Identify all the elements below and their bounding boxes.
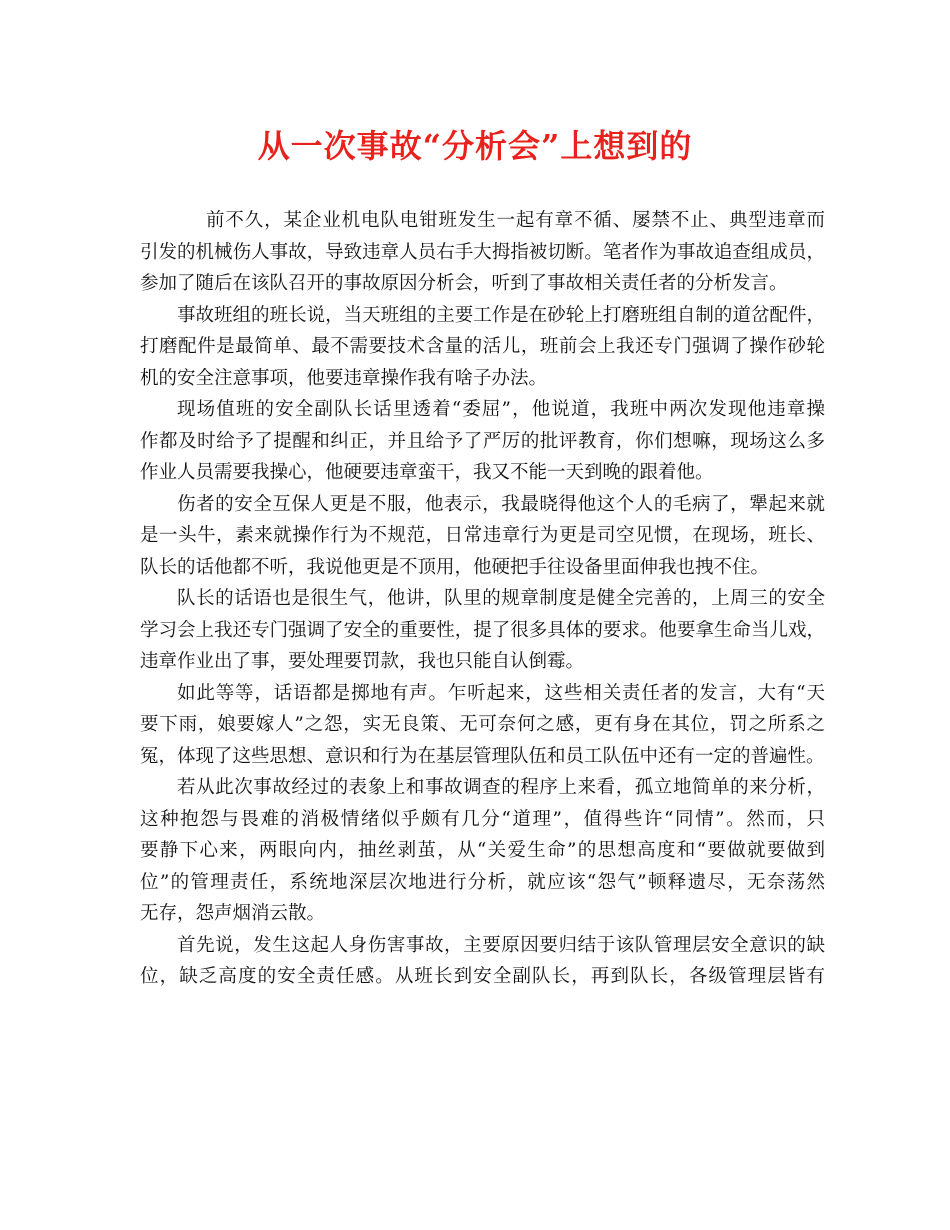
paragraph-line: 无存，怨声烟消云散。 <box>140 903 326 924</box>
paragraph-line: 队长的话他都不听，我说他更是不顶用，他硬把手往设备里面伸我也拽不住。 <box>140 556 770 578</box>
paragraph <box>140 489 825 584</box>
paragraph <box>140 772 825 930</box>
paragraph-line: 如此等等，话语都是掷地有声。乍听起来，这些相关责任者的发言，大有“天 <box>177 682 825 704</box>
paragraph <box>140 394 825 489</box>
paragraph-line: 打磨配件是最简单、最不需要技术含量的活儿，班前会上我还专门强调了操作砂轮 <box>140 336 825 357</box>
paragraph <box>140 300 825 395</box>
paragraph-line: 这种抱怨与畏难的消极情绪似乎颇有几分“道理”，值得些许“同情”。然而，只 <box>140 808 825 830</box>
document-body <box>140 205 825 993</box>
paragraph <box>140 930 825 993</box>
paragraph-line: 作业人员需要我操心，他硬要违章蛮干，我又不能一天到晚的跟着他。 <box>140 462 714 483</box>
paragraph-line: 冤，体现了这些思想、意识和行为在基层管理队伍和员工队伍中还有一定的普遍性。 <box>140 745 825 767</box>
paragraph <box>140 583 825 678</box>
paragraph <box>140 678 825 773</box>
paragraph-line: 学习会上我还专门强调了安全的重要性，提了很多具体的要求。他要拿生命当儿戏， <box>140 619 825 641</box>
paragraph-line: 事故班组的班长说，当天班组的主要工作是在砂轮上打磨班组自制的道岔配件， <box>177 304 825 326</box>
paragraph-line: 若从此次事故经过的表象上和事故调查的程序上来看，孤立地简单的来分析， <box>177 777 825 798</box>
paragraph-line: 首先说，发生这起人身伤害事故，主要原因要归结于该队管理层安全意识的缺 <box>177 934 825 956</box>
paragraph-line: 要静下心来，两眼向内，抽丝剥茧，从“关爱生命”的思想高度和“要做就要做到 <box>140 840 825 861</box>
paragraph-line: 是一头牛，素来就操作行为不规范，日常违章行为更是司空见惯，在现场，班长、 <box>140 525 825 546</box>
document-title: 从一次事故“分析会”上想到的 <box>257 127 693 165</box>
paragraph-line: 机的安全注意事项，他要违章操作我有啥子办法。 <box>140 367 548 389</box>
paragraph-line: 作都及时给予了提醒和纠正，并且给予了严厉的批评教育，你们想嘛，现场这么多 <box>140 430 825 452</box>
paragraph <box>140 205 825 300</box>
paragraph-line: 现场值班的安全副队长话里透着“委屈”，他说道，我班中两次发现他违章操 <box>177 399 825 420</box>
paragraph-line: 引发的机械伤人事故，导致违章人员右手大拇指被切断。笔者作为事故追查组成员， <box>140 241 825 263</box>
paragraph-line: 要下雨，娘要嫁人”之怨，实无良策、无可奈何之感，更有身在其位，罚之所系之 <box>140 714 825 735</box>
paragraph-line: 前不久，某企业机电队电钳班发生一起有章不循、屡禁不止、典型违章而 <box>206 210 825 231</box>
paragraph-line: 位”的管理责任，系统地深层次地进行分析，就应该“怨气”顿释遗尽，无奈荡然 <box>140 871 825 893</box>
paragraph-line: 位，缺乏高度的安全责任感。从班长到安全副队长，再到队长，各级管理层皆有 <box>140 966 825 987</box>
paragraph-line: 违章作业出了事，要处理要罚款，我也只能自认倒霉。 <box>140 651 585 672</box>
paragraph-line: 参加了随后在该队召开的事故原因分析会，听到了事故相关责任者的分析发言。 <box>140 273 788 294</box>
paragraph-line: 队长的话语也是很生气，他讲，队里的规章制度是健全完善的，上周三的安全 <box>177 588 825 609</box>
paragraph-line: 伤者的安全互保人更是不服，他表示，我最晓得他这个人的毛病了，犟起来就 <box>177 493 825 515</box>
